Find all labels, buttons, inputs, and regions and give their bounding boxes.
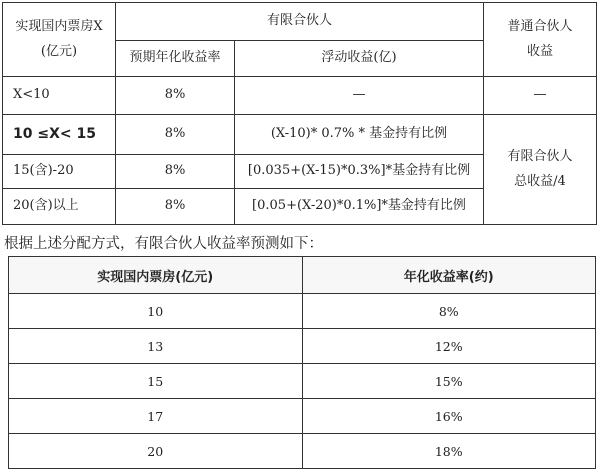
floating-income-header: 浮动收益(亿) [235,41,484,77]
rate-cell: 8% [116,77,235,115]
rate-cell: 8% [116,189,235,225]
range-cell: 20(含)以上 [3,189,116,225]
annual-rate-column-header: 年化收益率(约) [302,257,596,294]
table-row [3,77,597,115]
rate-cell: 8% [116,115,235,155]
annual-rate-cell: 15% [302,364,596,399]
general-partner-header: 普通合伙人 收益 [484,3,597,77]
table-row [9,329,596,364]
limited-partner-header: 有限合伙人 [116,3,484,41]
box-office-cell: 15 [9,364,303,399]
annual-rate-cell: 18% [302,434,596,469]
table-row [3,115,597,155]
distribution-table [2,2,597,225]
box-office-cell: 17 [9,399,303,434]
range-cell: 10 ≤X< 15 [3,115,116,155]
general-cell: — [484,77,597,115]
table-row [9,364,596,399]
forecast-table [8,256,596,469]
annual-rate-cell: 16% [302,399,596,434]
floating-cell: — [235,77,484,115]
box-office-cell: 20 [9,434,303,469]
floating-cell: [0.035+(X-15)*0.3%]*基金持有比例 [235,155,484,189]
table-row [9,294,596,329]
annual-rate-cell: 12% [302,329,596,364]
annual-rate-cell: 8% [302,294,596,329]
range-cell: X<10 [3,77,116,115]
forecast-caption: 根据上述分配方式，有限合伙人收益率预测如下： [4,236,323,252]
floating-cell: [0.05+(X-20)*0.1%]*基金持有比例 [235,189,484,225]
table-row [9,399,596,434]
box-office-cell: 10 [9,294,303,329]
box-office-column-header: 实现国内票房(亿元) [9,257,303,294]
box-office-header: 实现国内票房X (亿元) [3,3,116,77]
general-merged-cell: 有限合伙人 总收益/4 [484,115,597,225]
table-row [9,434,596,469]
box-office-cell: 13 [9,329,303,364]
range-cell: 15(含)-20 [3,155,116,189]
rate-cell: 8% [116,155,235,189]
floating-cell: (X-10)* 0.7% * 基金持有比例 [235,115,484,155]
expected-rate-header: 预期年化收益率 [116,41,235,77]
